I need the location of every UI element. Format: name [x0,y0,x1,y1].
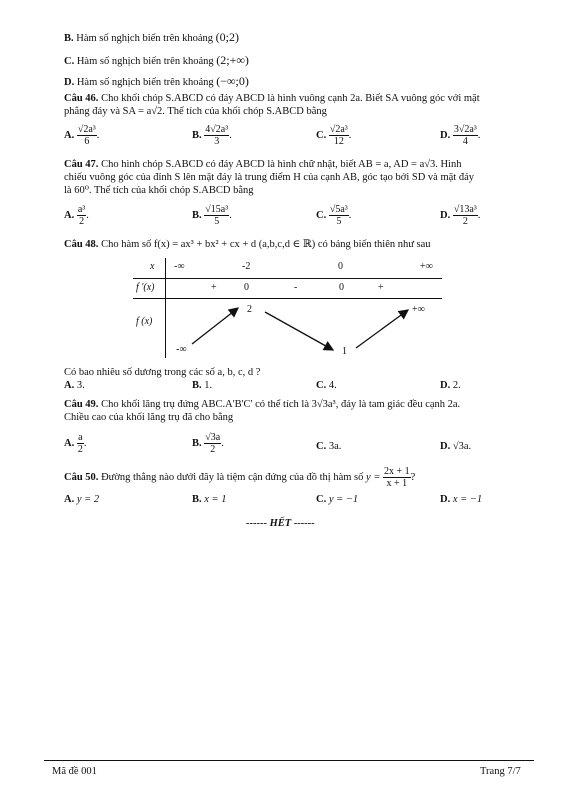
fprime-sign: 0 [339,282,344,293]
q47-option-a[interactable]: A. $\frac{\text{a³}}{2}$ . [64,204,89,227]
q50-option-c[interactable]: C. y = −1 [316,494,359,505]
question-49: Câu 49. Cho khối lăng trụ đứng ABC.A'B'C' có thể tích là 3√3a³, đáy là tam giác đều cạnh 2a. Chiều cao của khối lăng trụ đã cho bằng [64,399,461,423]
q47-option-c[interactable]: C. $\frac{\text{√5a³}}{5}$ . [316,204,352,227]
f-value-end: +∞ [412,304,425,315]
fprime-sign: 0 [244,282,249,293]
q46-option-d[interactable]: D. $\frac{\text{3√2a³}}{4}$ . [440,124,481,147]
fraction: $\frac{\text{3√2a³}}{4}$ [453,124,477,147]
footer-page-number: Trang 7/7 [480,766,521,777]
footer-exam-code: Mã đề 001 [52,766,97,777]
prev-option-c: C. Hàm số nghịch biến trên khoảng (2;+∞) [64,53,249,67]
table-fprime-label: f '(x) [136,282,155,293]
fprime-sign: + [378,282,384,293]
fraction: $\frac{\text{a³}}{2}$ [77,204,86,227]
q49-option-b[interactable]: B. $\frac{√3a}{2}$ . [192,432,224,455]
q48-option-a[interactable]: A. 3. [64,380,85,391]
question-46: Câu 46. Cho khối chóp S.ABCD có đáy ABCD là hình vuông cạnh 2a. Biết SA vuông góc với mặt phẳng đáy và SA = a√2. Thể tích của khối chóp S.ABCD bằng [64,93,480,117]
fprime-sign: + [211,282,217,293]
q48-option-b[interactable]: B. 1. [192,380,213,391]
question-50: Câu 50. Đường thẳng nào dưới đây là tiệm cận đứng của đồ thị hàm số y = $\frac{2x + 1}{x + 1}$ ? [64,466,416,489]
fraction: $\frac{2x + 1}{x + 1}$ [384,466,410,489]
question-47: Câu 47. Cho hình chóp S.ABCD có đáy ABCD là hình chữ nhật, biết AB = a, AD = a√3. Hình chiếu vuông góc của đỉnh S lên mặt đáy là trung điểm H của cạnh AB, góc tạo bởi SD và mặt đáy là 60⁰. Thể tích của khối chóp S.ABCD bằng [64,159,474,196]
q46-option-a[interactable]: A. $\frac{\text{√2a³}}{6}$ . [64,124,100,147]
fraction: $\frac{\text{√2a³}}{6}$ [77,124,96,147]
q49-option-a[interactable]: A. $\frac{a}{2}$ . [64,432,87,455]
f-value-min: 1 [342,346,347,357]
q48-option-d[interactable]: D. 2. [440,380,461,391]
x-value: +∞ [420,261,433,272]
fraction: $\frac{a}{2}$ [77,432,83,455]
fraction: $\frac{\text{√15a³}}{5}$ [205,204,229,227]
f-value-start: -∞ [176,344,187,355]
q49-option-d[interactable]: D. √3a. [440,441,472,452]
fraction: $\frac{\text{√2a³}}{12}$ [329,124,348,147]
q50-option-b[interactable]: B. x = 1 [192,494,227,505]
q48-option-c[interactable]: C. 4. [316,380,337,391]
q49-option-c[interactable]: C. 3a. [316,441,342,452]
fraction: $\frac{\text{√5a³}}{5}$ [329,204,348,227]
q50-option-d[interactable]: D. x = −1 [440,494,483,505]
prev-option-b: B. Hàm số nghịch biến trên khoảng (0;2) [64,30,239,44]
question-48: Câu 48. Cho hàm số f(x) = ax³ + bx² + cx + d (a,b,c,d ∈ ℝ) có bảng biến thiên như sau [64,239,431,250]
fraction: $\frac{\text{√13a³}}{2}$ [453,204,477,227]
q50-option-a[interactable]: A. y = 2 [64,494,100,505]
q48-question: Có bao nhiêu số dương trong các số a, b, c, d ? [64,367,261,378]
q47-option-d[interactable]: D. $\frac{\text{√13a³}}{2}$ . [440,204,481,227]
end-marker: ------ HẾT ------ [246,518,315,529]
table-f-label: f (x) [136,316,153,327]
q46-option-b[interactable]: B. $\frac{\text{4√2a³}}{3}$ . [192,124,232,147]
arrow-up [356,310,408,348]
q47-option-b[interactable]: B. $\frac{\text{√15a³}}{5}$ . [192,204,232,227]
x-value: -2 [242,261,251,272]
arrow-down [265,312,333,350]
x-value: -∞ [174,261,185,272]
q46-option-c[interactable]: C. $\frac{\text{√2a³}}{12}$ . [316,124,352,147]
fraction: $\frac{\text{4√2a³}}{3}$ [205,124,229,147]
fraction: $\frac{√3a}{2}$ [205,432,221,455]
x-value: 0 [338,261,343,272]
arrow-up [192,308,238,344]
footer-rule [44,760,534,761]
prev-option-d: D. Hàm số nghịch biến trên khoảng (−∞;0) [64,74,249,88]
table-x-label: x [150,261,155,272]
f-value-max: 2 [247,304,252,315]
fprime-sign: - [294,282,298,293]
